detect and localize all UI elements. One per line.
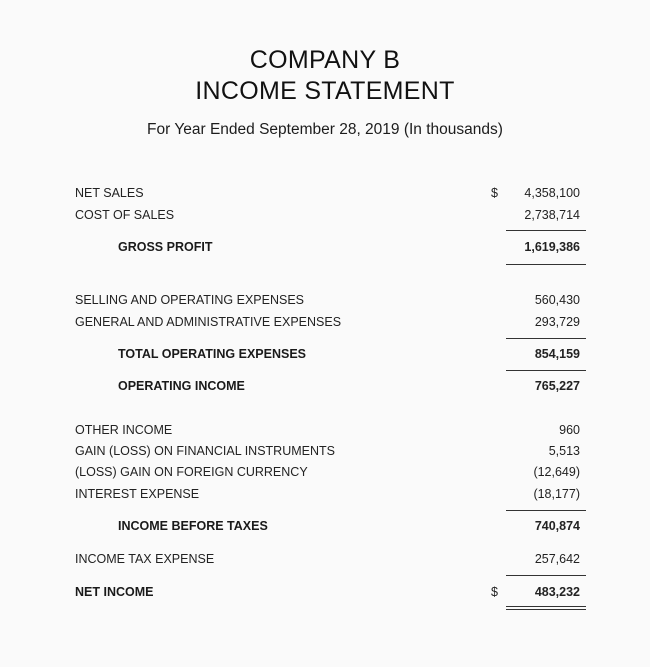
row-value: 257,642 — [534, 552, 580, 566]
row-value: 293,729 — [534, 315, 580, 329]
subtotal-rule — [506, 338, 586, 339]
subtotal-rule — [506, 370, 586, 371]
row-label: OTHER INCOME — [75, 423, 173, 437]
row-selling-operating-expenses — [0, 293, 650, 313]
row-value: 560,430 — [534, 293, 580, 307]
row-value: 960 — [559, 423, 580, 437]
row-value: (12,649) — [533, 465, 580, 479]
row-gain-financial-instruments — [0, 444, 650, 464]
row-label: SELLING AND OPERATING EXPENSES — [75, 293, 305, 307]
row-total-operating-expenses — [0, 347, 650, 367]
row-value: 740,874 — [534, 519, 580, 533]
row-label: TOTAL OPERATING EXPENSES — [118, 347, 306, 361]
row-loss-foreign-currency — [0, 465, 650, 485]
row-cost-of-sales — [0, 208, 650, 228]
row-value: (18,177) — [533, 487, 580, 501]
row-general-admin-expenses — [0, 315, 650, 335]
company-name: COMPANY B — [249, 46, 401, 74]
row-value: 854,159 — [534, 347, 580, 361]
subtotal-rule — [506, 230, 586, 231]
row-other-income — [0, 423, 650, 443]
row-label: COST OF SALES — [75, 208, 175, 222]
row-interest-expense — [0, 487, 650, 507]
row-gross-profit — [0, 240, 650, 260]
double-underline-top — [506, 606, 586, 607]
row-operating-income — [0, 379, 650, 399]
currency-symbol: $ — [491, 186, 498, 200]
row-income-tax-expense — [0, 552, 650, 572]
row-label: GROSS PROFIT — [118, 240, 213, 254]
row-net-income — [0, 585, 650, 605]
statement-period: For Year Ended September 28, 2019 (In thousands) — [147, 121, 503, 138]
row-value: 765,227 — [534, 379, 580, 393]
row-value: 483,232 — [534, 585, 580, 599]
row-value: 1,619,386 — [524, 240, 580, 254]
subtotal-rule — [506, 264, 586, 265]
row-label: INTEREST EXPENSE — [75, 487, 200, 501]
row-label: GAIN (LOSS) ON FINANCIAL INSTRUMENTS — [75, 444, 335, 458]
subtotal-rule — [506, 510, 586, 511]
row-label: INCOME BEFORE TAXES — [118, 519, 268, 533]
row-label: (LOSS) GAIN ON FOREIGN CURRENCY — [75, 465, 308, 479]
row-income-before-taxes — [0, 519, 650, 539]
row-value: 5,513 — [548, 444, 580, 458]
double-underline-bottom — [506, 609, 586, 610]
currency-symbol: $ — [491, 585, 498, 599]
row-label: NET INCOME — [75, 585, 154, 599]
row-label: NET SALES — [75, 186, 144, 200]
row-net-sales — [0, 186, 650, 206]
row-label: GENERAL AND ADMINISTRATIVE EXPENSES — [75, 315, 342, 329]
row-value: 2,738,714 — [524, 208, 580, 222]
row-value: 4,358,100 — [524, 186, 580, 200]
subtotal-rule — [506, 575, 586, 576]
row-label: INCOME TAX EXPENSE — [75, 552, 215, 566]
row-label: OPERATING INCOME — [118, 379, 245, 393]
statement-title: INCOME STATEMENT — [195, 77, 455, 105]
